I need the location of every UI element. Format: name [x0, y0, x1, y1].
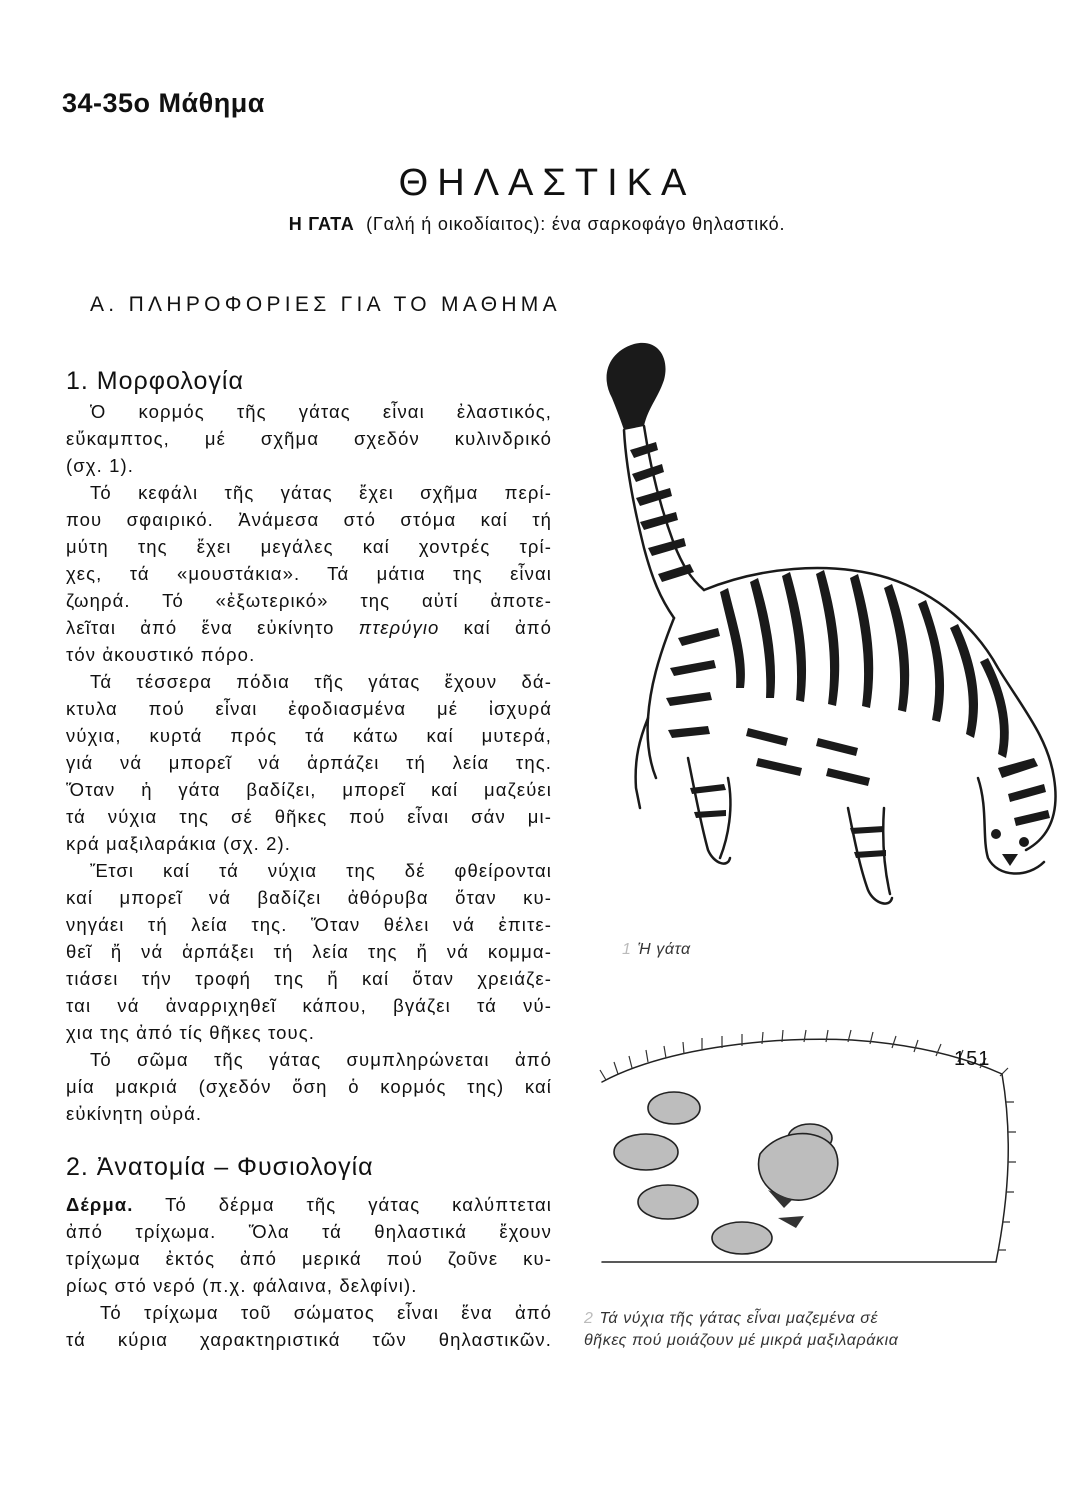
text-line: ἀπό τρίχωμα. Ὅλα τά θηλαστικά ἔχουν	[66, 1221, 552, 1242]
text-line: τά νύχια της σέ θῆκες πού εἶναι σάν μι-	[66, 806, 552, 827]
cat-illustration	[578, 338, 1068, 918]
text-line: Τό σῶμα τῆς γάτας συμπληρώνεται ἀπό	[90, 1049, 552, 1070]
figure-1-caption-text: Ἡ γάτα	[637, 941, 691, 958]
text-line: Τά τέσσερα πόδια τῆς γάτας ἔχουν δά-	[90, 671, 552, 692]
page-subtitle	[0, 214, 1074, 235]
text-line: μύτη της ἔχει μεγάλες καί χοντρές τρί-	[66, 536, 552, 557]
text-line: νύχια, κυρτά πρός τά κάτω καί μυτερά,	[66, 725, 552, 746]
text-line: Ἔτσι καί τά νύχια της δέ φθείρονται	[90, 860, 552, 881]
text-line: ται νά ἀναρριχηθεῖ κάπου, βγάζει τά νύ-	[66, 995, 552, 1016]
text-line: εὔκαμπτος, μέ σχῆμα σχεδόν κυλινδρικό	[66, 428, 552, 449]
anatomy-text	[66, 1191, 552, 1353]
text-line: κτυλα πού εἶναι ἐφοδιασμένα μέ ἰσχυρά	[66, 698, 552, 719]
lesson-number: 34-35ο Μάθημα	[62, 88, 265, 118]
text-line: χες, τά «μουστάκια». Τά μάτια της εἶναι	[66, 563, 552, 584]
figure-1-number: 1	[622, 941, 632, 958]
text-line	[66, 1191, 552, 1218]
text-line: τά κύρια χαρακτηριστικά τῶν θηλαστικῶν.	[66, 1329, 552, 1350]
text-line: τρίχωμα ἐκτός ἀπό μερικά πού ζοῦνε κυ-	[66, 1248, 552, 1269]
figure-1-caption	[622, 941, 691, 959]
text-fragment: λεῖται ἀπό ἕνα εὐκίνητο	[66, 617, 335, 638]
text-line: εὐκίνητη οὐρά.	[66, 1103, 203, 1124]
figure-2-caption-line-1: Τά νύχια τῆς γάτας εἶναι μαζεμένα σέ	[599, 1310, 879, 1327]
text-line: τόν ἀκουστικό πόρο.	[66, 644, 256, 665]
text-line: Ὁ κορμός τῆς γάτας εἶναι ἐλαστικός,	[90, 401, 552, 422]
text-line: Τό κεφάλι τῆς γάτας ἔχει σχῆμα περί-	[90, 482, 552, 503]
text-line: Ὅταν ἡ γάτα βαδίζει, μπορεῖ καί μαζεύει	[66, 779, 552, 800]
subtitle-bold: Η ΓΑΤΑ	[288, 214, 355, 234]
text-fragment: Τό δέρμα τῆς γάτας καλύπτεται	[165, 1194, 552, 1215]
text-line: που σφαιρικό. Ἀνάμεσα στό στόμα καί τή	[66, 509, 552, 530]
page-title: ΘΗΛΑΣΤΙΚΑ	[398, 162, 696, 204]
page-number: 151	[954, 1048, 991, 1070]
morphology-text	[66, 398, 552, 1127]
text-line: Τό τρίχωμα τοῦ σώματος εἶναι ἕνα ἀπό	[100, 1302, 552, 1323]
text-line: θεῖ ἤ νά ἁρπάξει τή λεία της ἤ νά κομμα-	[66, 941, 552, 962]
text-line: μία μακριά (σχεδόν ὅση ὁ κορμός της) καί	[66, 1076, 552, 1097]
figure-2-number: 2	[584, 1310, 594, 1327]
text-line: κρά μαξιλαράκια (σχ. 2).	[66, 833, 291, 854]
text-line: ζωηρά. Τό «ἐξωτερικό» της αὐτί ἀποτε-	[66, 590, 552, 611]
figure-2-caption	[584, 1308, 1004, 1352]
term-skin: Δέρμα.	[66, 1194, 134, 1215]
text-fragment: καί ἀπό	[463, 617, 553, 638]
text-line: καί μπορεῖ νά βαδίζει ἀθόρυβα ὅταν κυ-	[66, 887, 552, 908]
text-line: χια της ἀπό τίς θῆκες τους.	[66, 1022, 316, 1043]
text-line	[66, 614, 552, 641]
text-line: (σχ. 1).	[66, 455, 134, 476]
text-line: τιάσει τήν τροφή της ἤ καί ὅταν χρειάζε-	[66, 968, 552, 989]
text-line: γιά νά μπορεῖ νά ἁρπάζει τή λεία της.	[66, 752, 552, 773]
figure-2-caption-line-2: θῆκες πού μοιάζουν μέ μικρά μαξιλαράκια	[584, 1332, 899, 1349]
subtitle-rest: (Γαλή ή οικοδίαιτος): ένα σαρκοφάγο θηλαστικό.	[366, 214, 786, 234]
text-line: ρίως στό νερό (π.χ. φάλαινα, δελφίνι).	[66, 1275, 418, 1296]
text-line: νηγάει τή λεία της. Ὅταν θέλει νά ἐπιτε-	[66, 914, 552, 935]
section-heading: Α. ΠΛΗΡΟΦΟΡΙΕΣ ΓΙΑ ΤΟ ΜΑΘΗΜΑ	[90, 293, 561, 316]
anatomy-heading: 2. Ἀνατομία – Φυσιολογία	[66, 1153, 374, 1181]
text-italic: πτερύγιο	[358, 617, 440, 638]
morphology-heading: 1. Μορφολογία	[66, 367, 244, 395]
